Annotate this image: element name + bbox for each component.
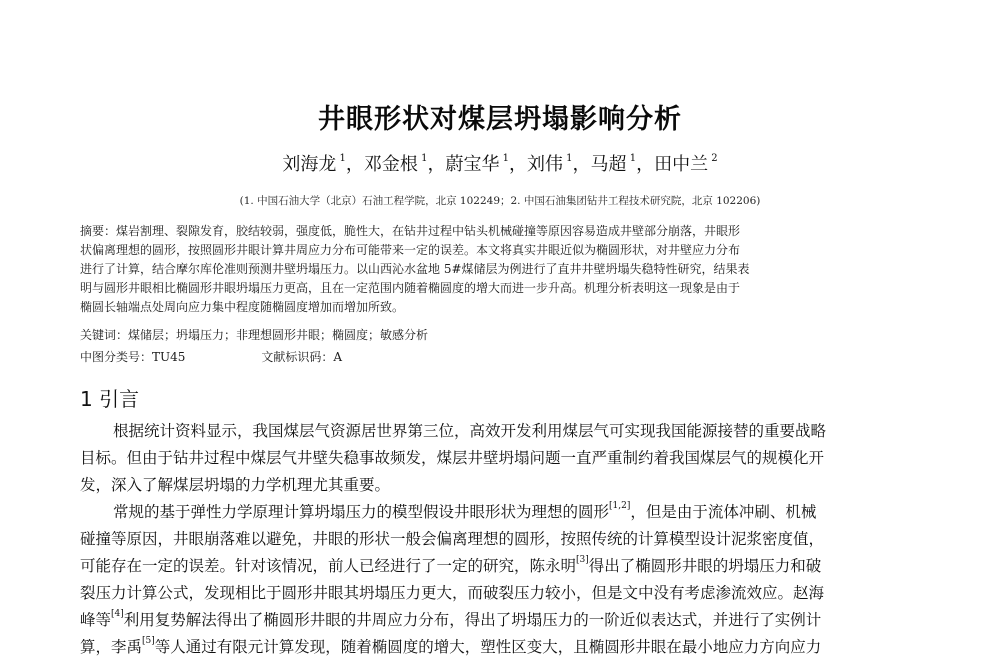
- body-line: [80, 634, 922, 661]
- author-separator: ，: [345, 154, 364, 175]
- author-name: [445, 154, 509, 175]
- abstract: [80, 222, 922, 317]
- paper-title: 井眼形状对煤层坍塌影响分析: [318, 104, 682, 135]
- body-line: [80, 499, 922, 526]
- affiliation: (1. 中国石油大学（北京）石油工程学院，北京 102249；2. 中国石油集团钻井工程技术研究院，北京 102206): [239, 195, 761, 207]
- section-heading: 1 引言: [80, 387, 140, 411]
- author-name-text: 马超: [590, 154, 627, 175]
- body-line: [80, 472, 922, 499]
- body-text-run: ，但是由于流体冲刷、机械: [630, 503, 817, 521]
- clc-number: 中图分类号：TU45: [80, 350, 186, 364]
- author-name-text: 田中兰: [654, 154, 709, 175]
- abstract-line: 摘要：煤岩割理、裂隙发育，胶结较弱，强度低，脆性大，在钻井过程中钻头机械碰撞等原因容易造成井壁部分崩落，井眼形: [80, 224, 741, 238]
- body-text-run: 发，深入了解煤层坍塌的力学机理尤其重要。: [80, 476, 391, 494]
- author-name: [364, 154, 428, 175]
- author-name-text: 刘伟: [527, 154, 563, 175]
- body-line: [80, 607, 922, 634]
- classification-line: [80, 348, 342, 365]
- body-text: [80, 418, 922, 661]
- author-name-text: 蔚宝华: [445, 154, 500, 175]
- body-text-run: 峰等: [80, 611, 112, 629]
- body-line: [80, 418, 922, 445]
- body-text-run: 等人通过有限元计算发现，随着椭圆度的增大，塑性区变大，且椭圆形井眼在最小地应力方向应力: [154, 638, 822, 656]
- body-line: [80, 526, 922, 553]
- author-separator: ，: [509, 154, 527, 175]
- body-text-run: 裂压力计算公式，发现相比于圆形井眼其坍塌压力更大，而破裂压力较小，但是文中没有考虑渗流效应。赵海: [80, 584, 825, 602]
- body-text-run: 算，李禹: [80, 638, 143, 656]
- author-separator: ，: [427, 154, 446, 175]
- author-list: [0, 150, 1000, 176]
- author-separator: ，: [572, 154, 591, 175]
- author-name: [527, 154, 573, 175]
- body-text-run: 目标。但由于钻井过程中煤层气井壁失稳事故频发，煤层井壁坍塌问题一直严重制约着我国煤层气的规模化开: [80, 449, 825, 467]
- citation-ref[interactable]: [4]: [111, 608, 124, 619]
- body-text-run: 利用复势解法得出了椭圆形井眼的井周应力分布，得出了坍塌压力的一阶近似表达式，并进行了实例计: [123, 611, 822, 629]
- body-line: [80, 553, 922, 580]
- author-affiliation-mark: 1: [626, 153, 637, 164]
- abstract-line: 椭圆长轴端点处周向应力集中程度随椭圆度增加而增加所致。: [80, 300, 405, 314]
- citation-ref[interactable]: [1,2]: [609, 500, 631, 511]
- citation-ref[interactable]: [5]: [142, 635, 155, 646]
- author-affiliation-mark: 1: [336, 153, 346, 164]
- body-text-run: 根据统计资料显示，我国煤层气资源居世界第三位，高效开发利用煤层气可实现我国能源接替的重要战略: [113, 422, 827, 440]
- body-line: [80, 580, 922, 607]
- author-name-text: 邓金根: [363, 154, 418, 175]
- abstract-line: 进行了计算，结合摩尔库伦准则预测井壁坍塌压力。以山西沁水盆地 5#煤储层为例进行了直井井壁坍塌失稳特性研究，结果表: [80, 262, 750, 276]
- author-affiliation-mark: 2: [708, 153, 718, 164]
- author-separator: ，: [636, 154, 655, 175]
- author-affiliation-mark: 1: [499, 153, 509, 164]
- author-name: [282, 154, 346, 175]
- body-text-run: 碰撞等原因，井眼崩落难以避免，井眼的形状一般会偏离理想的圆形，按照传统的计算模型设计泥浆密度值，: [80, 530, 825, 548]
- author-affiliation-mark: 1: [563, 153, 573, 164]
- body-text-run: 得出了椭圆形井眼的坍塌压力和破: [588, 557, 822, 575]
- citation-ref[interactable]: [3]: [576, 554, 589, 565]
- abstract-line: 明与圆形井眼相比椭圆形井眼坍塌压力更高，且在一定范围内随着椭圆度的增大而进一步升高。机理分析表明这一现象是由于: [80, 281, 741, 295]
- keywords: 关键词：煤储层；坍塌压力；非理想圆形井眼；椭圆度；敏感分析: [80, 328, 429, 342]
- body-text-run: 常规的基于弹性力学原理计算坍塌压力的模型假设井眼形状为理想的圆形: [113, 503, 610, 521]
- author-name: [591, 154, 637, 175]
- document-code: 文献标识码：A: [261, 350, 343, 364]
- author-affiliation-mark: 1: [417, 153, 428, 164]
- abstract-line: 状偏离理想的圆形，按照圆形井眼计算井周应力分布可能带来一定的误差。本文将真实井眼近似为椭圆形状，对井壁应力分布: [80, 243, 741, 257]
- body-line: [80, 445, 922, 472]
- author-name-text: 刘海龙: [282, 154, 337, 175]
- body-text-run: 可能存在一定的误差。针对该情况，前人已经进行了一定的研究，陈永明: [80, 557, 577, 575]
- author-name: [654, 154, 718, 175]
